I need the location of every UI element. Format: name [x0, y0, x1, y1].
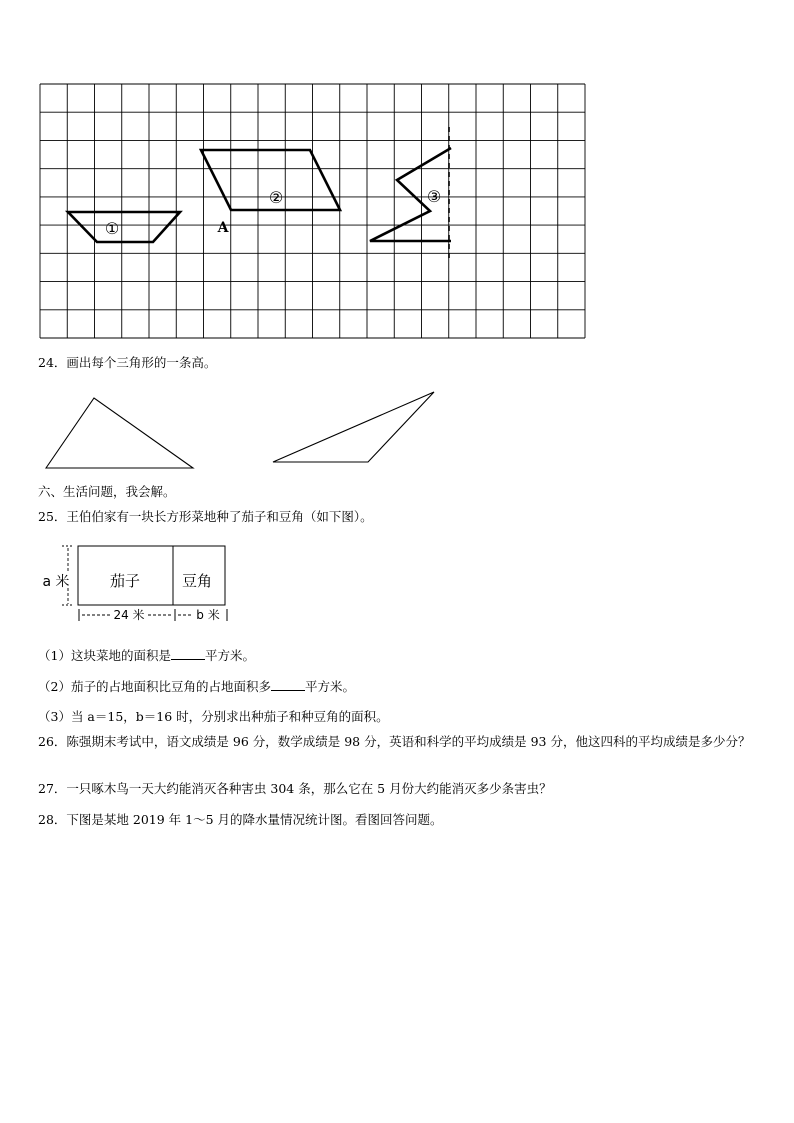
answer-blank-2[interactable]	[271, 678, 305, 691]
question-25-part-1	[38, 647, 255, 664]
part-2-unit: 平方米。	[304, 679, 355, 694]
grid-figure	[0, 0, 794, 345]
eggplant-label: 茄子	[109, 572, 141, 590]
question-25-part-3: （3）当 a＝15，b＝16 时，分别求出种茄子和种豆角的面积。	[38, 709, 389, 724]
shape-3-label: ③	[426, 187, 442, 206]
triangle-left	[46, 398, 193, 468]
height-label: a 米	[42, 574, 70, 590]
width-label-b: b 米	[196, 608, 220, 622]
question-24: 24．画出每个三角形的一条高。	[38, 355, 217, 370]
part-2-text: （2）茄子的占地面积比豆角的占地面积多	[38, 679, 271, 694]
shape-2-label: ②	[268, 188, 284, 207]
part-1-unit: 平方米。	[204, 648, 255, 663]
question-25-part-2	[38, 678, 355, 695]
point-a-label: A	[217, 220, 229, 236]
width-label-24m: 24 米	[113, 608, 145, 622]
bean-label: 豆角	[181, 572, 213, 590]
trapezoid-shape-1	[68, 212, 180, 242]
question-26: 26．陈强期末考试中，语文成绩是 96 分，数学成绩是 98 分，英语和科学的平均成绩是 93 分，他这四科的平均成绩是多少分？	[38, 734, 751, 749]
vegetable-plot-diagram	[0, 538, 794, 628]
question-28: 28．下图是某地 2019 年 1～5 月的降水量情况统计图。看图回答问题。	[38, 812, 443, 827]
shape-1-label: ①	[104, 219, 120, 238]
section-6-heading: 六、生活问题，我会解。	[38, 484, 176, 499]
triangles-figure	[0, 380, 794, 480]
part-1-text: （1）这块菜地的面积是	[38, 648, 171, 663]
triangle-right	[273, 392, 434, 462]
question-25: 25．王伯伯家有一块长方形菜地种了茄子和豆角（如下图）。	[38, 509, 373, 524]
answer-blank-1[interactable]	[171, 647, 205, 660]
question-27: 27．一只啄木鸟一天大约能消灭各种害虫 304 条，那么它在 5 月份大约能消灭多少条害虫？	[38, 781, 552, 796]
